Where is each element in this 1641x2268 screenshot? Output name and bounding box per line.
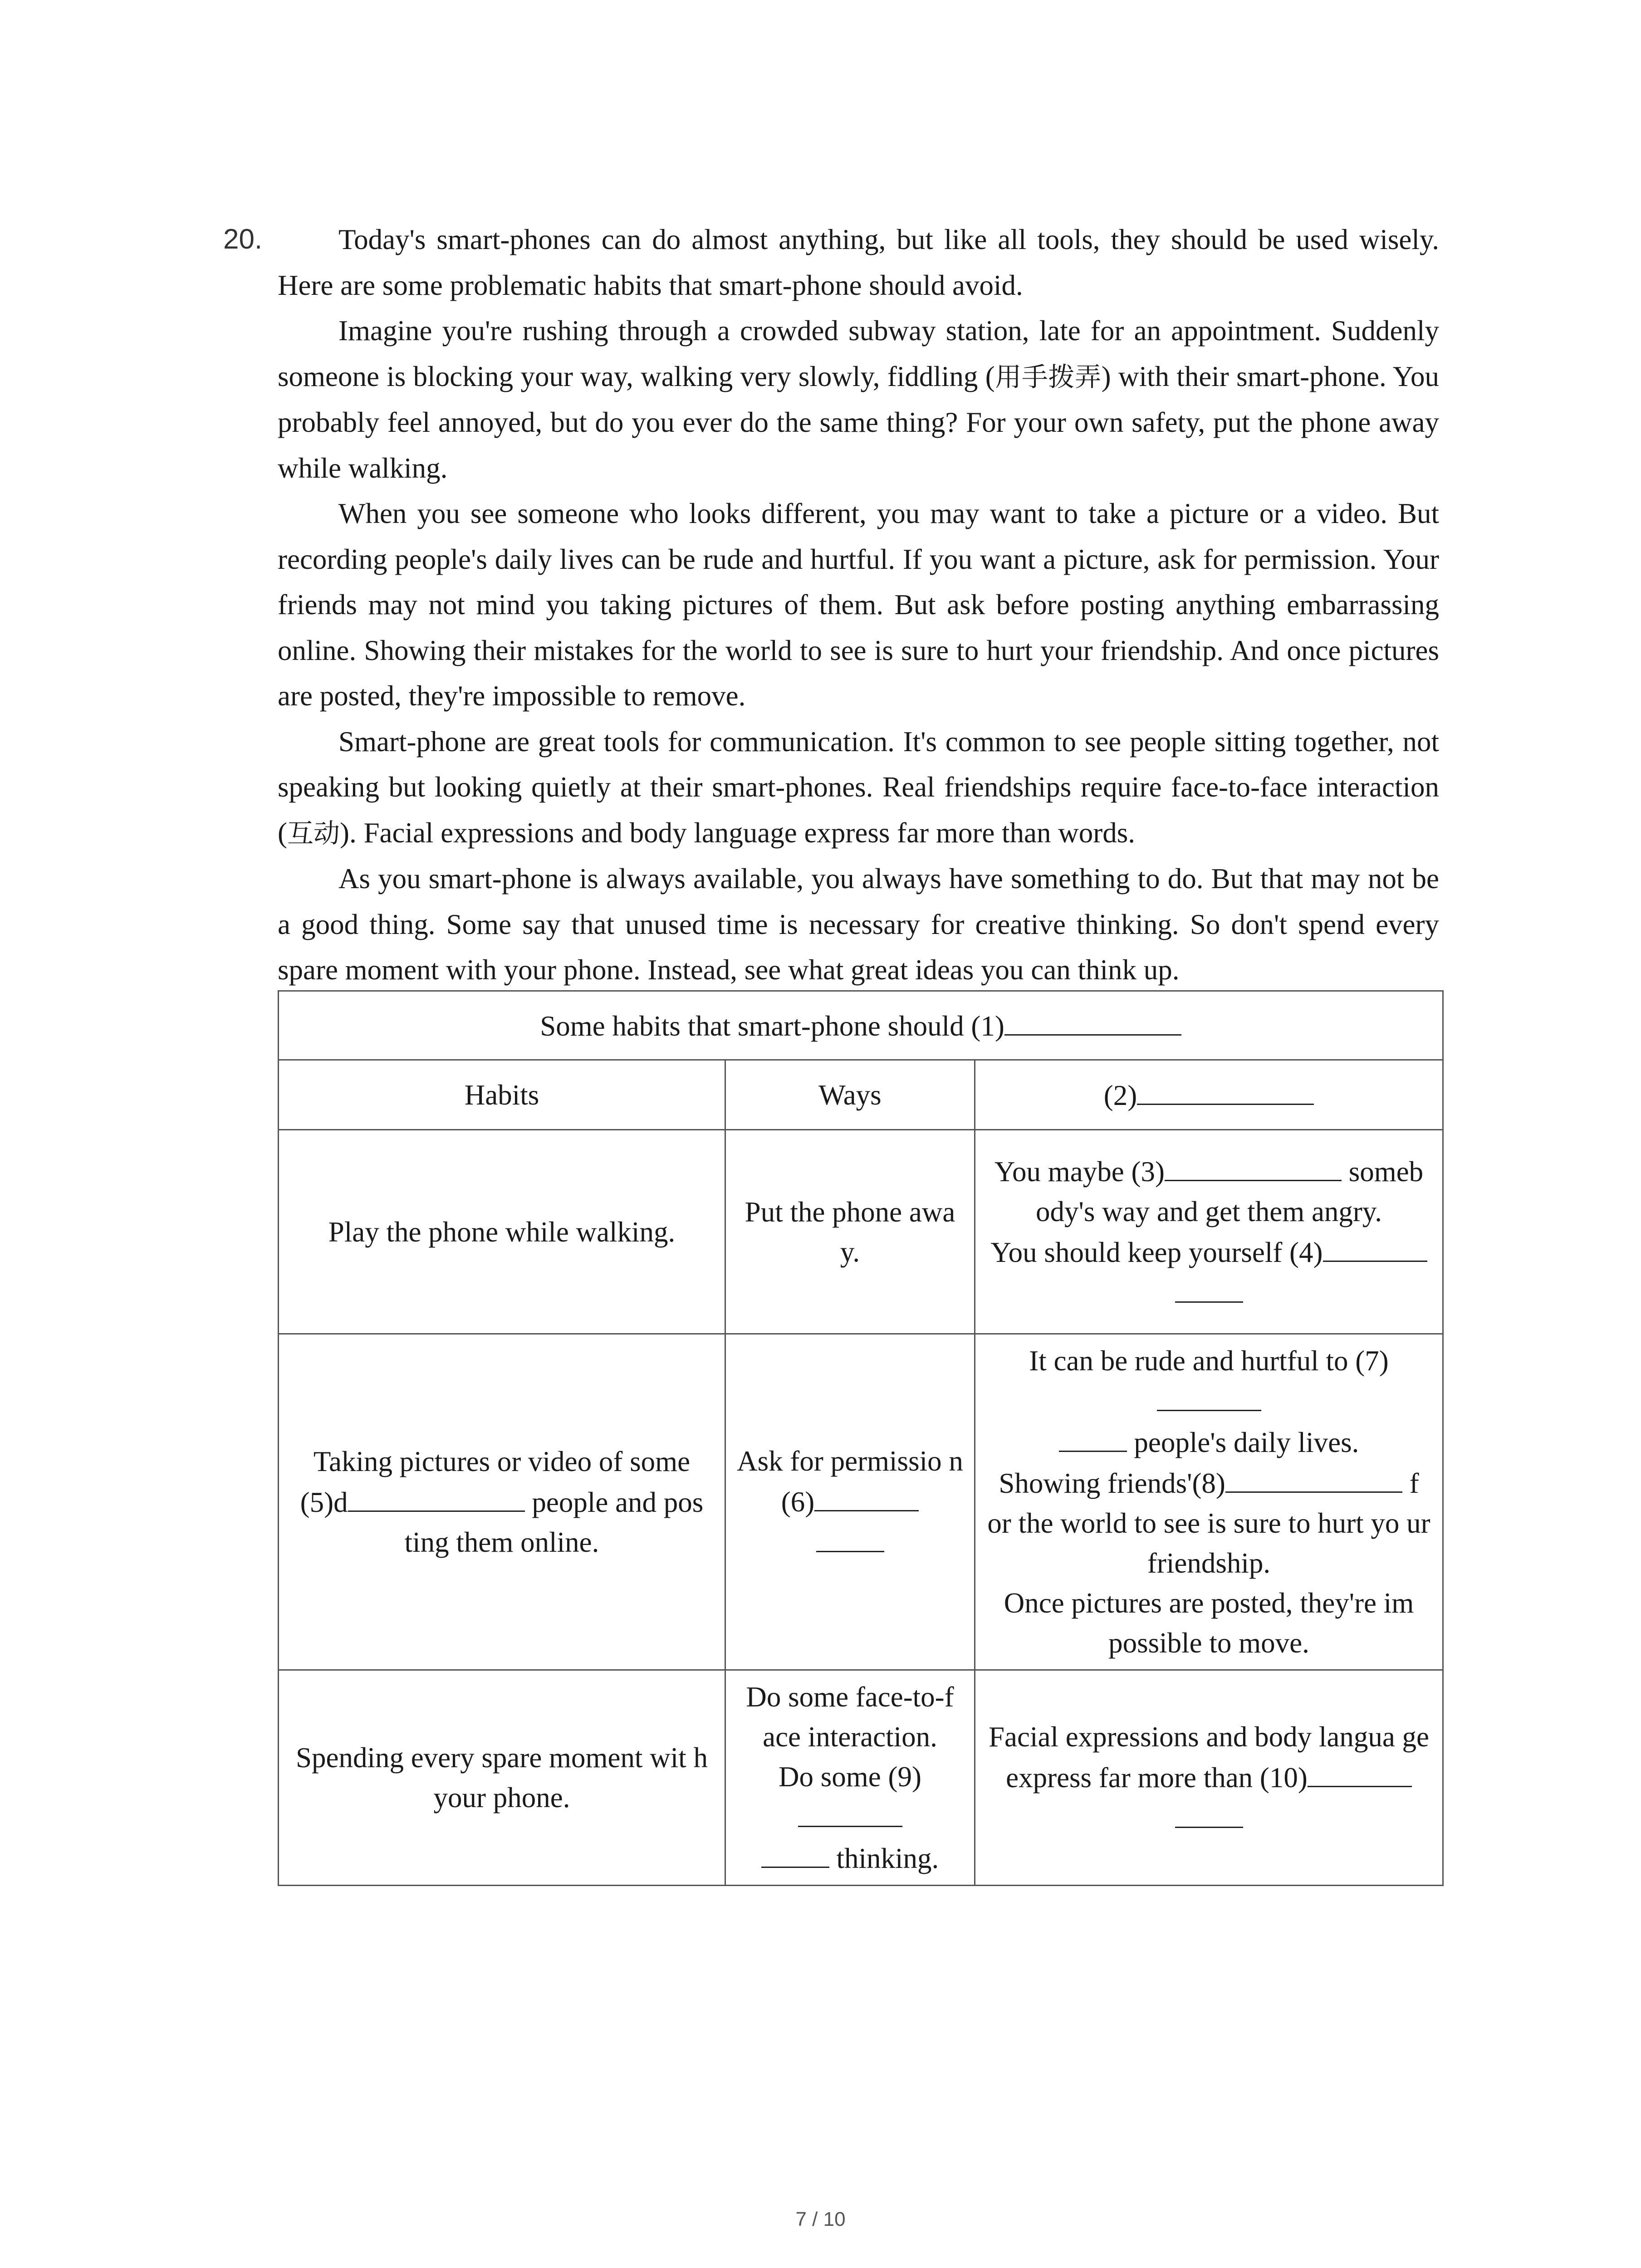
page-number: 7 / 10 — [795, 2208, 846, 2230]
blank-3[interactable] — [1165, 1151, 1342, 1181]
row2-habit-cell — [279, 1334, 725, 1670]
table-title-row — [279, 991, 1443, 1060]
table-header-row — [279, 1060, 1443, 1130]
header-col3-cell — [975, 1060, 1443, 1130]
blank-9[interactable] — [798, 1797, 902, 1827]
blank-4-continued[interactable] — [1175, 1272, 1243, 1303]
table-title: Some habits that smart-phone should (1) — [540, 1010, 1004, 1042]
chinese-gloss-fiddling: 用手拨弄 — [994, 361, 1102, 392]
header-col3: (2) — [1103, 1079, 1137, 1111]
blank-5[interactable] — [348, 1481, 525, 1512]
row3-way-a: Do some face-to-f ace interaction. — [746, 1681, 954, 1753]
blank-8[interactable] — [1225, 1462, 1402, 1493]
blank-10[interactable] — [1308, 1757, 1412, 1787]
row2-reason-b-tail: f or the world to see is sure to hurt yo ur friendship. — [987, 1467, 1430, 1579]
chinese-gloss-interaction: 互动 — [287, 817, 340, 849]
paragraph-2-text-a: Imagine you're rushing through a crowded subway station, late for an appointment. Suddenly someone is blocking your way, walking very slowly, fiddling ( — [278, 315, 1439, 392]
header-habits: Habits — [279, 1060, 725, 1130]
passage-paragraph-5: As you smart-phone is always available, you always have something to do. But that may not be a good thing. Some say that unused time is necessary for creative thinking. So don't spend every spare moment with your phone. Instead, see what great ideas you can think up. — [278, 863, 1439, 986]
row2-way: Ask for permissio n (6) — [737, 1445, 963, 1518]
paragraph-2-text-b: ) with their smart-phone. You probably feel annoyed, but do you ever do the same thing? For your own safety, put the phone away while walking. — [278, 360, 1439, 484]
question-number: 20. — [223, 224, 263, 255]
row2-reason-c: Once pictures are posted, they're im possible to move. — [1004, 1587, 1414, 1659]
reading-passage — [278, 217, 1439, 993]
row1-habit: Play the phone while walking. — [279, 1130, 725, 1334]
blank-6-continued[interactable] — [816, 1522, 884, 1552]
table-title-cell — [279, 991, 1443, 1060]
row3-habit: Spending every spare moment wit h your phone. — [279, 1670, 725, 1886]
blank-2[interactable] — [1137, 1075, 1314, 1105]
blank-1[interactable] — [1004, 1005, 1181, 1036]
row1-reason-b: You should keep yourself (4) — [990, 1236, 1323, 1268]
row2-reason-a: It can be rude and hurtful to (7) — [1029, 1345, 1389, 1377]
passage-paragraph-1: Today's smart-phones can do almost anything, but like all tools, they should be used wisely. Here are some problematic habits that smart-phone should avoid. — [278, 224, 1439, 301]
table-row — [279, 1670, 1443, 1886]
passage-paragraph-2 — [278, 308, 1439, 491]
habits-table — [278, 990, 1444, 1886]
table-row — [279, 1130, 1443, 1334]
row1-reason-cell — [975, 1130, 1443, 1334]
blank-4[interactable] — [1323, 1232, 1427, 1262]
paragraph-4-text-b: ). Facial expressions and body language express far more than words. — [340, 816, 1135, 849]
row3-way-b: Do some (9) — [779, 1761, 921, 1793]
row3-way-cell — [725, 1670, 975, 1886]
row2-reason-b: Showing friends'(8) — [999, 1467, 1225, 1499]
passage-paragraph-3: When you see someone who looks different, you may want to take a picture or a video. But recording people's daily lives can be rude and hurtful. If you want a picture, ask for permission. Your friends may not mind you taking pictures of them. But ask before posting anything embarrassing online. Showing their mistakes for the world to see is sure to hurt your friendship. And once pictures are posted, they're impossible to remove. — [278, 498, 1439, 712]
row2-way-cell — [725, 1334, 975, 1670]
blank-10-continued[interactable] — [1175, 1798, 1243, 1828]
header-ways: Ways — [725, 1060, 975, 1130]
row2-reason-cell — [975, 1334, 1443, 1670]
paragraph-4-text-a: Smart-phone are great tools for communication. It's common to see people sitting together, not speaking but looking quietly at their smart-phones. Real friendships require face-to-face interaction ( — [278, 725, 1439, 849]
row2-habit-b: people and pos ting them online. — [404, 1486, 704, 1558]
row3-reason-cell — [975, 1670, 1443, 1886]
blank-6[interactable] — [814, 1481, 919, 1511]
table-row — [279, 1334, 1443, 1670]
row3-way-b-tail: thinking. — [836, 1843, 939, 1874]
blank-9-continued[interactable] — [761, 1838, 829, 1868]
passage-paragraph-4 — [278, 719, 1439, 856]
row1-reason-a-tail: someb ody's way and get them angry. — [1035, 1155, 1424, 1227]
blank-7-continued[interactable] — [1059, 1422, 1127, 1452]
blank-7[interactable] — [1157, 1381, 1261, 1411]
row2-reason-a-tail: people's daily lives. — [1134, 1427, 1359, 1458]
row3-reason-a: Facial expressions and body langua ge express far more than (10) — [989, 1721, 1430, 1794]
row2-habit-a: Taking pictures or video of some (5)d — [300, 1446, 691, 1518]
row1-reason-a: You maybe (3) — [994, 1155, 1165, 1188]
row1-way: Put the phone awa y. — [725, 1130, 975, 1334]
